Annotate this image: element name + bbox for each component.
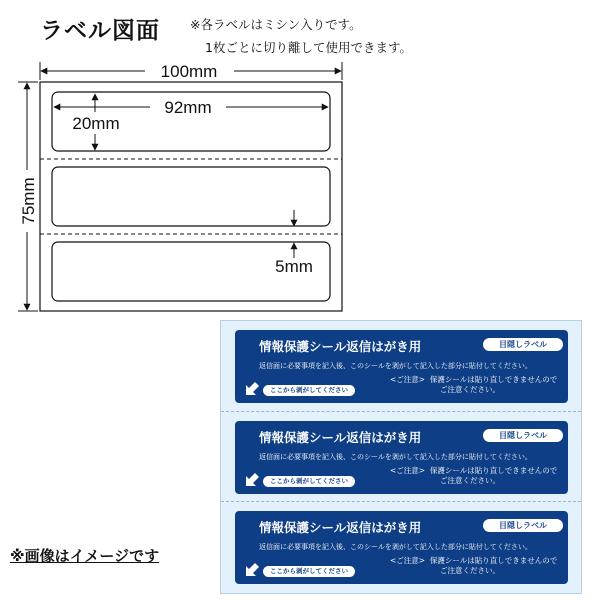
card-badge: 目隠しラベル xyxy=(483,338,563,351)
card-badge: 目隠しラベル xyxy=(483,519,563,532)
card-peel-hint: ここから剥がしてください xyxy=(263,385,355,396)
caution-text: 保護シールは貼り直しできませんので xyxy=(429,556,558,565)
peel-arrow-icon xyxy=(245,473,259,487)
caution-label: <ご注意> xyxy=(390,466,426,475)
card-instruction: 返信面に必要事項を記入後、このシールを剥がして記入した部分に貼付してください。 xyxy=(259,362,532,370)
sample-row xyxy=(221,321,581,411)
peel-arrow-icon xyxy=(245,563,259,577)
card-caution-2: ご注意ください。 xyxy=(440,476,500,485)
card-title: 情報保護シール返信はがき用 xyxy=(259,339,422,354)
total-height-label: 75mm xyxy=(19,177,38,225)
card-peel-hint: ここから剥がしてください xyxy=(263,566,355,577)
diagram-title: ラベル図面 xyxy=(40,18,160,44)
note-perforation: ※各ラベルはミシン入りです。 xyxy=(190,17,362,32)
caution-text: 保護シールは貼り直しできませんので xyxy=(429,466,558,475)
sample-label-card xyxy=(235,511,568,584)
card-instruction: 返信面に必要事項を記入後、このシールを剥がして記入した部分に貼付してください。 xyxy=(259,453,532,461)
sample-row xyxy=(221,501,581,592)
card-peel-hint: ここから剥がしてください xyxy=(263,476,355,487)
label-height-label: 20mm xyxy=(72,114,120,133)
card-badge: 目隠しラベル xyxy=(483,429,563,442)
label-outline-2 xyxy=(52,167,330,226)
card-caution-2: ご注意ください。 xyxy=(440,385,500,394)
card-instruction: 返信面に必要事項を記入後、このシールを剥がして記入した部分に貼付してください。 xyxy=(259,543,532,551)
sample-label-card xyxy=(235,421,568,494)
sample-row xyxy=(221,411,581,502)
caution-text: 保護シールは貼り直しできませんので xyxy=(429,375,558,384)
caution-label: <ご注意> xyxy=(390,556,426,565)
gap-label: 5mm xyxy=(275,257,313,276)
peel-arrow-icon xyxy=(245,382,259,396)
total-width-label: 100mm xyxy=(160,62,218,81)
sample-label-sheet xyxy=(220,320,582,594)
caution-label: <ご注意> xyxy=(390,375,426,384)
note-separate: 1枚ごとに切り離して使用できます。 xyxy=(205,40,412,55)
label-width-label: 92mm xyxy=(164,98,212,117)
card-title: 情報保護シール返信はがき用 xyxy=(259,430,422,445)
card-caution-2: ご注意ください。 xyxy=(440,566,500,575)
card-title: 情報保護シール返信はがき用 xyxy=(259,520,422,535)
sample-label-card xyxy=(235,330,568,403)
image-disclaimer: ※画像はイメージです xyxy=(10,547,160,565)
